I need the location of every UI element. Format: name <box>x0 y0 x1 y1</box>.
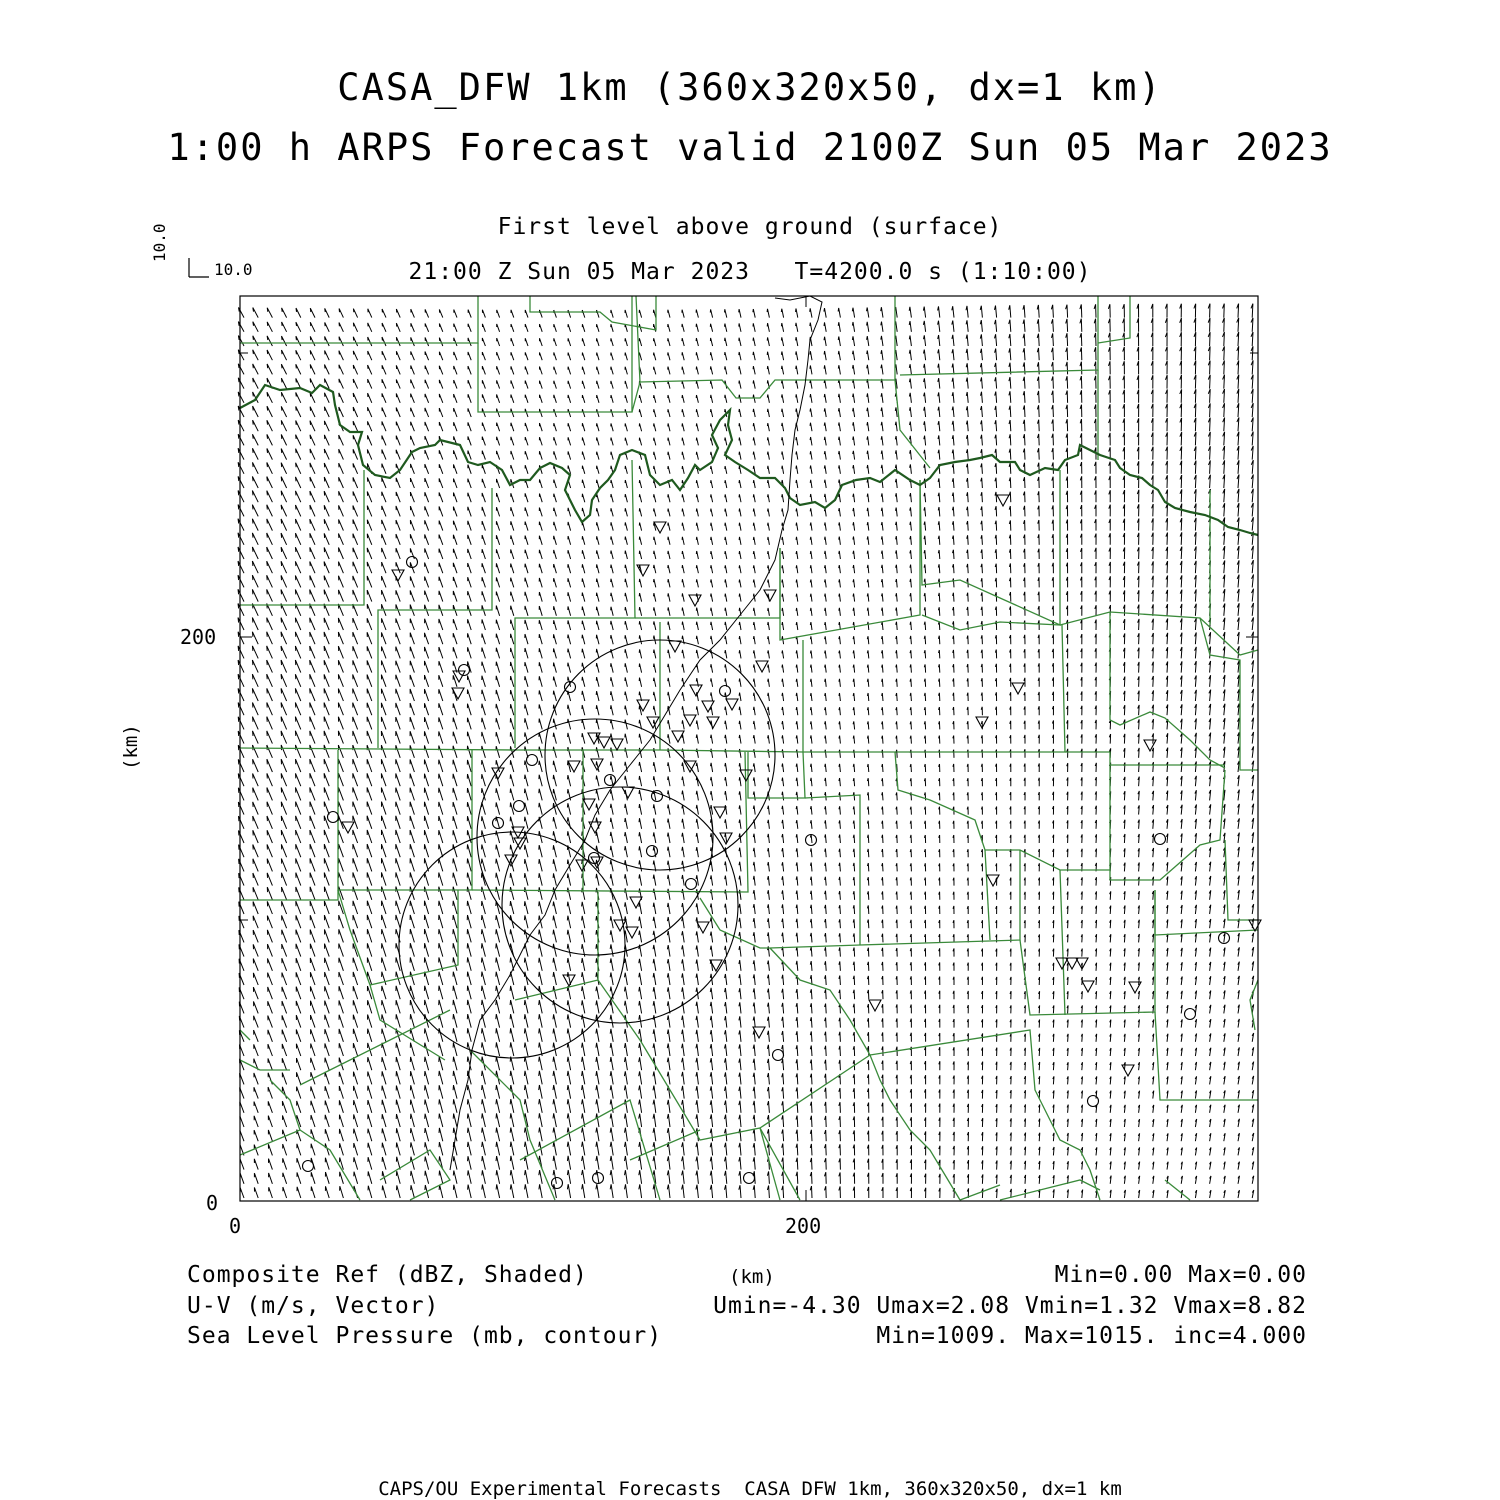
valid-time: 21:00 Z Sun 05 Mar 2023 <box>408 259 750 285</box>
legend-pressure: Sea Level Pressure (mb, contour) <box>187 1323 663 1349</box>
reference-vector <box>189 258 209 277</box>
state-border-red-river <box>240 385 1258 535</box>
legend-reflectivity-range: Min=0.00 Max=0.00 <box>1054 1262 1307 1288</box>
thin-boundary-lines <box>450 296 822 1170</box>
x-tick-200: 200 <box>785 1214 822 1238</box>
ref-vector-x-label: 10.0 <box>214 260 253 279</box>
station-markers <box>303 495 1262 1189</box>
pressure-contours <box>399 640 775 1058</box>
legend-wind: U-V (m/s, Vector) <box>187 1293 440 1319</box>
legend-pressure-range: Min=1009. Max=1015. inc=4.000 <box>876 1323 1307 1349</box>
title-line-1: CASA_DFW 1km (360x320x50, dx=1 km) <box>337 66 1163 109</box>
county-boundaries <box>240 296 1258 1200</box>
ref-vector-y-label: 10.0 <box>150 223 169 262</box>
x-axis-unit: (km) <box>729 1266 775 1288</box>
y-tick-200: 200 <box>180 625 217 649</box>
legend-reflectivity: Composite Ref (dBZ, Shaded) <box>187 1262 588 1288</box>
legend-wind-range: Umin=-4.30 Umax=2.08 Vmin=1.32 Vmax=8.82 <box>713 1293 1307 1319</box>
footer-credit: CAPS/OU Experimental Forecasts CASA DFW 1km, 360x320x50, dx=1 km <box>378 1478 1122 1500</box>
y-axis-unit: (km) <box>120 724 142 770</box>
title-line-2: 1:00 h ARPS Forecast valid 2100Z Sun 05 Mar 2023 <box>167 126 1333 169</box>
y-tick-0: 0 <box>206 1191 219 1215</box>
level-label: First level above ground (surface) <box>497 214 1003 240</box>
time-label <box>380 259 1120 285</box>
x-tick-0: 0 <box>229 1214 242 1238</box>
model-time: T=4200.0 s (1:10:00) <box>794 259 1092 285</box>
